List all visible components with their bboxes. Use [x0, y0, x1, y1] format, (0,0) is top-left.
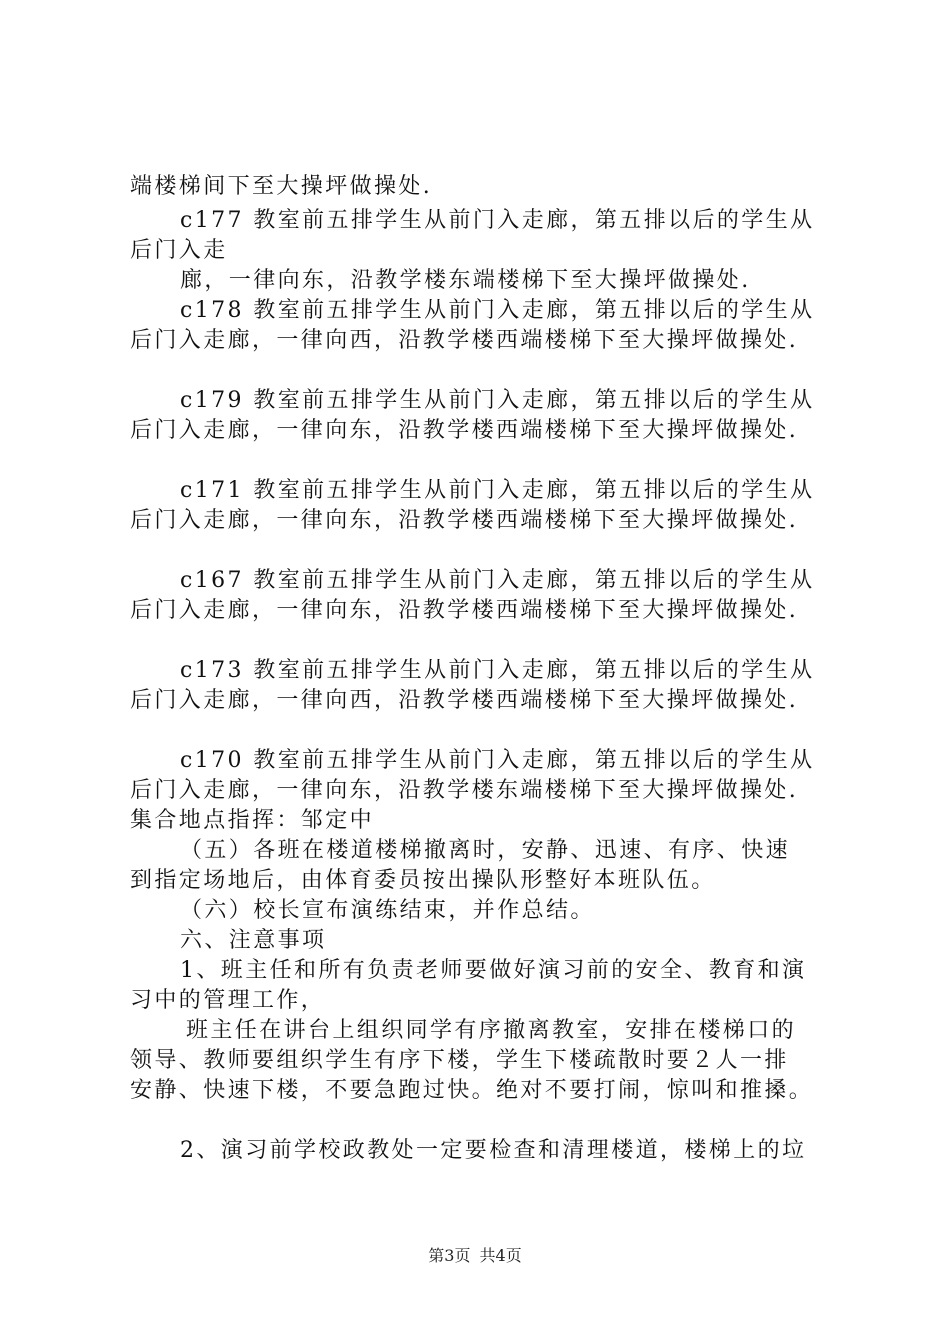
text-line: c178 教室前五排学生从前门入走廊，第五排以后的学生从 [180, 298, 815, 323]
page-number: 第3页 [428, 1246, 471, 1265]
text-line: （五）各班在楼道楼梯撤离时，安静、迅速、有序、快速 [180, 838, 791, 863]
text-line: 后门入走廊，一律向东，沿教学楼西端楼梯下至大操坪做操处. [130, 418, 799, 443]
text-line: 廊，一律向东，沿教学楼东端楼梯下至大操坪做操处. [180, 268, 751, 293]
text-line: 后门入走廊，一律向东，沿教学楼西端楼梯下至大操坪做操处. [130, 598, 799, 623]
text-line: 到指定场地后，由体育委员按出操队形整好本班队伍。 [130, 868, 716, 893]
text-line: 后门入走廊，一律向东，沿教学楼东端楼梯下至大操坪做操处. [130, 778, 799, 803]
text-line: 六、注意事项 [180, 928, 327, 953]
text-line: 2、演习前学校政教处一定要检查和清理楼道，楼梯上的垃 [180, 1138, 807, 1163]
text-line: （六）校长宣布演练结束，并作总结。 [180, 898, 595, 923]
text-line: 班主任在讲台上组织同学有序撤离教室，安排在楼梯口的 [186, 1018, 797, 1043]
text-line: c179 教室前五排学生从前门入走廊，第五排以后的学生从 [180, 388, 815, 413]
text-line: c170 教室前五排学生从前门入走廊，第五排以后的学生从 [180, 748, 815, 773]
page-footer [0, 1246, 950, 1266]
text-line: c173 教室前五排学生从前门入走廊，第五排以后的学生从 [180, 658, 815, 683]
text-line: 1、班主任和所有负责老师要做好演习前的安全、教育和演 [180, 958, 807, 983]
text-line: c177 教室前五排学生从前门入走廊，第五排以后的学生从 [180, 208, 815, 233]
text-line: 安静、快速下楼，不要急跑过快。绝对不要打闹，惊叫和推搡。 [130, 1078, 814, 1103]
page-total: 共4页 [479, 1246, 522, 1265]
text-line: 后门入走廊，一律向西，沿教学楼西端楼梯下至大操坪做操处. [130, 328, 799, 353]
text-line: 后门入走 [130, 238, 228, 263]
text-line: 后门入走廊，一律向西，沿教学楼西端楼梯下至大操坪做操处. [130, 688, 799, 713]
text-line: 端楼梯间下至大操坪做操处. [130, 174, 433, 199]
text-line: c167 教室前五排学生从前门入走廊，第五排以后的学生从 [180, 568, 815, 593]
text-line: 习中的管理工作， [130, 988, 326, 1013]
text-line: 集合地点指挥：邹定中 [130, 808, 375, 833]
text-line: 后门入走廊，一律向东，沿教学楼西端楼梯下至大操坪做操处. [130, 508, 799, 533]
text-line: 领导、教师要组织学生有序下楼，学生下楼疏散时要２人一排 [130, 1048, 789, 1073]
text-line: c171 教室前五排学生从前门入走廊，第五排以后的学生从 [180, 478, 815, 503]
